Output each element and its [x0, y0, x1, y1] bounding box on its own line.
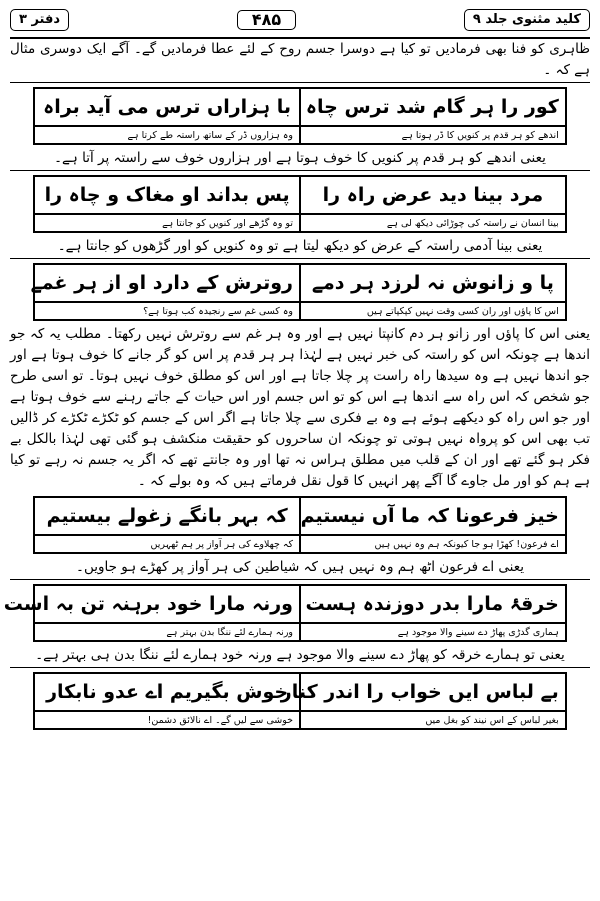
verse-left: پس بداند او مغاک و چاہ را — [34, 176, 300, 214]
translation-left: ورنہ ہمارے لئے ننگا بدن بہتر ہے — [34, 623, 300, 641]
verse-table-3 — [30, 263, 567, 321]
verse-right: خرقۂ مارا بدر دوزندہ ہست — [300, 585, 566, 623]
translation-left: وہ کسی غم سے رنجیدہ کب ہوتا ہے؟ — [34, 302, 300, 320]
verse-table-4 — [33, 496, 567, 554]
paragraph-4: یعنی اس کا پاؤں اور زانو ہر دم کانپتا نہیں ہے اور وہ ہر غم سے روترش نہیں رکھتا۔ مطلب یہ کہ جو اندھا ہے چونکہ اس کو راستہ کی خبر نہیں ہے لہٰذا ہر ہر قدم پر اس کو گر جانے کا خوف ہوتا ہے اور جو اندھا نہیں ہے وہ سیدھا راہ راست پر چلا جاتا ہے اور اس کو مطلق خوف نہیں ہوتا۔ تو اسی طرح جو شخص کہ اس راہ سے اندھا ہے اس کو تو اس جسم اور اس حیات کے جاتے رہنے سے خوف ہوتا ہے اور جو اس راہ کو دیکھے ہوئے ہے وہ بے فکری سے چلا جاتا ہے اگر اس کے جسم کو ٹکڑے ٹکڑے کر ڈالیں تب بھی اس کو پرواہ نہیں ہوتی تو چونکہ ان ساحروں کو حقیقت منکشف ہو گئی تھی لہٰذا بالکل بے فکر ہو گئے تھے اور ان کے قلب میں مطلق ہراس نہ تھا اور وہ جانتے تھے کہ اگر یہ جسم نہ رہے تو کیا ہے ہم کو اور مل جاوے گا آگے پھر انہیں کا قول نقل فرماتے ہیں کہ وہ بولے کہ ۔ — [10, 326, 590, 489]
translation-right: ہماری گدڑی پھاڑ دے سینے والا موجود ہے — [300, 623, 566, 641]
page-number: ۴۸۵ — [237, 10, 296, 30]
paragraph-1: ظاہری کو فنا بھی فرمادیں تو کیا ہے دوسرا جسم روح کے لئے عطا فرمادیں گے۔ آگے ایک دوسری مثال ہے کہ ۔ — [10, 39, 590, 83]
translation-left: وہ ہزاروں ڈر کے ساتھ راستہ طے کرتا ہے — [34, 126, 300, 144]
verse-left: کہ بہر بانگے زغولے بیستیم — [34, 497, 300, 535]
verse-left: ورنہ مارا خود برہنہ تن بہ است — [34, 585, 300, 623]
paragraph-2: یعنی اندھے کو ہر قدم پر کنویں کا خوف ہوتا ہے اور ہزاروں خوف سے راستہ پر آتا ہے۔ — [10, 148, 590, 171]
paragraph-5: یعنی اے فرعون اٹھ ہم وہ نہیں ہیں کہ شیاطین کی ہر آواز پر کھڑے ہو جاویں۔ — [10, 557, 590, 580]
translation-right: اے فرعون! کھڑا ہو جا کیونکہ ہم وہ نہیں ہیں — [300, 535, 566, 553]
verse-right: مرد بینا دید عرض راہ را — [300, 176, 566, 214]
verse-left: خوش بگیریم اے عدو نابکار — [34, 673, 300, 711]
book-title: کلید مثنوی جلد ۹ — [464, 9, 590, 31]
verse-left: با ہزاراں ترس می آید براہ — [34, 88, 300, 126]
volume-label: دفتر ۳ — [10, 9, 69, 31]
verse-table-6 — [33, 672, 567, 730]
translation-left: کہ چھلاوے کی ہر آواز پر ہم ٹھہریں — [34, 535, 300, 553]
verse-right: خیز فرعونا کہ ما آں نیستیم — [300, 497, 566, 535]
translation-right: اندھے کو ہر قدم پر کنویں کا ڈر ہوتا ہے — [300, 126, 566, 144]
translation-right: اس کا پاؤں اور ران کسی وقت نہیں کپکپاتے ہیں — [300, 302, 566, 320]
translation-left: خوشی سے لیں گے۔ اے نالائق دشمن! — [34, 711, 300, 729]
paragraph-3: یعنی بینا آدمی راستہ کے عرض کو دیکھ لیتا ہے تو وہ کنویں کو اور گڑھوں کو جانتا ہے۔ — [10, 236, 590, 259]
verse-right: کور را ہر گام شد ترس چاہ — [300, 88, 566, 126]
translation-right: بغیر لباس کے اس نیند کو بغل میں — [300, 711, 566, 729]
translation-right: بینا انسان نے راستہ کی چوڑائی دیکھ لی ہے — [300, 214, 566, 232]
translation-left: تو وہ گڑھے اور کنویں کو جانتا ہے — [34, 214, 300, 232]
verse-left: روترش کے دارد او از ہر غمے — [34, 264, 300, 302]
verse-table-5 — [3, 584, 567, 642]
verse-table-1 — [33, 87, 567, 145]
verse-right: پا و زانوش نہ لرزد ہر دمے — [300, 264, 566, 302]
verse-table-2 — [33, 175, 567, 233]
page-header — [10, 6, 590, 34]
paragraph-6: یعنی تو ہمارے خرقہ کو پھاڑ دے سینے والا موجود ہے ورنہ خود ہمارے لئے ننگا بدن ہی بہتر ہے۔ — [10, 645, 590, 668]
verse-right: بے لباس ایں خواب را اندر کنار — [300, 673, 566, 711]
